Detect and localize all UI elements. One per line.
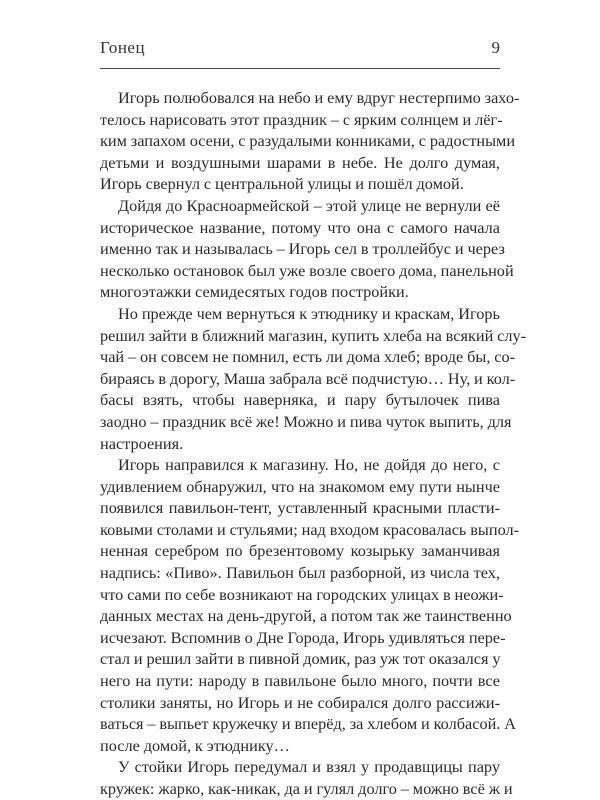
text-line: что сами по себе возникают на городских улицах в неожи- [100,584,504,604]
text-line: кружек: жарко, как-никак, да и гулял долго – можно всё ж и [100,779,513,798]
text-line: столики заняты, но Игорь и не собирался долго рассижи- [100,692,500,712]
text-line: удивлением обнаружил, что на знакомом ему пути нынче [100,476,500,496]
text-line: ким запахом осени, с разудалыми конниками, с радостными [100,131,516,151]
text-line: басы взять, чтобы наверняка, и пару бутылочек пива [100,390,500,410]
page-number: 9 [491,38,500,57]
text-line: после домой, к этюднику… [100,735,290,755]
body-text [100,87,527,800]
text-line: настроения. [100,433,184,453]
text-line: надпись: «Пиво». Павильон был разборной, из числа тех, [100,563,500,583]
text-line: многоэтажки семидесятых годов постройки. [100,282,409,302]
text-line: Но прежде чем вернуться к этюднику и краскам, Игорь [118,303,500,323]
text-line: именно так и называлась – Игорь сел в троллейбус и через [100,239,505,259]
text-line: несколько остановок был уже возле своего дома, панельной [100,260,514,280]
running-title: Гонец [100,38,146,57]
paragraph [100,87,520,195]
text-line: стал и решил зайти в пивной домик, раз уж тот оказался у [100,649,501,669]
paragraph [100,454,520,756]
text-line: исчезают. Вспомнив о Дне Города, Игорь удивляться пере- [100,627,506,647]
text-line: решил зайти в ближний магазин, купить хлеба на всякий слу- [100,325,527,345]
text-line: телось нарисовать этот праздник – с ярким солнцем и лёг- [100,109,503,129]
paragraph [100,195,514,303]
text-line: заодно – праздник всё же! Можно и пива чуток выпить, для [100,411,512,431]
text-line: ваться – выпьет кружечку и вперёд, за хлебом и колбасой. А [100,714,517,734]
text-line: него на пути: народу в павильоне было много, почти все [100,671,500,691]
paragraph [100,756,513,799]
text-line: Дойдя до Красноармейской – этой улице не вернули её [118,195,500,215]
text-line: Игорь полюбовался на небо и ему вдруг нестерпимо захо- [118,88,520,107]
text-line: У стойки Игорь передумал и взял у продавщицы пару [118,757,500,777]
text-line: ковыми столами и стульями; над входом красовалась выпол- [100,519,520,539]
text-line: ненная серебром по брезентовому козырьку заманчивая [100,541,500,561]
running-head [100,38,500,64]
text-line: Игорь направился к магазину. Но, не дойдя до него, с [118,455,500,475]
text-line: бираясь в дорогу, Маша забрала всё подчистую… Ну, и кол- [100,368,516,388]
text-line: Игорь свернул с центральной улицы и пошёл домой. [100,174,464,194]
text-line: появился павильон-тент, уставленный красными пласти- [100,498,500,518]
text-line: детьми и воздушными шарами в небе. Не долго думая, [100,152,500,172]
text-line: историческое название, потому что она с самого начала [100,217,500,237]
text-line: данных местах на день-другой, а потом так же таинственно [100,606,512,626]
text-line: чай – он совсем не помнил, есть ли дома хлеб; вроде бы, со- [100,347,516,367]
header-rule [100,68,500,69]
paragraph [100,303,527,454]
